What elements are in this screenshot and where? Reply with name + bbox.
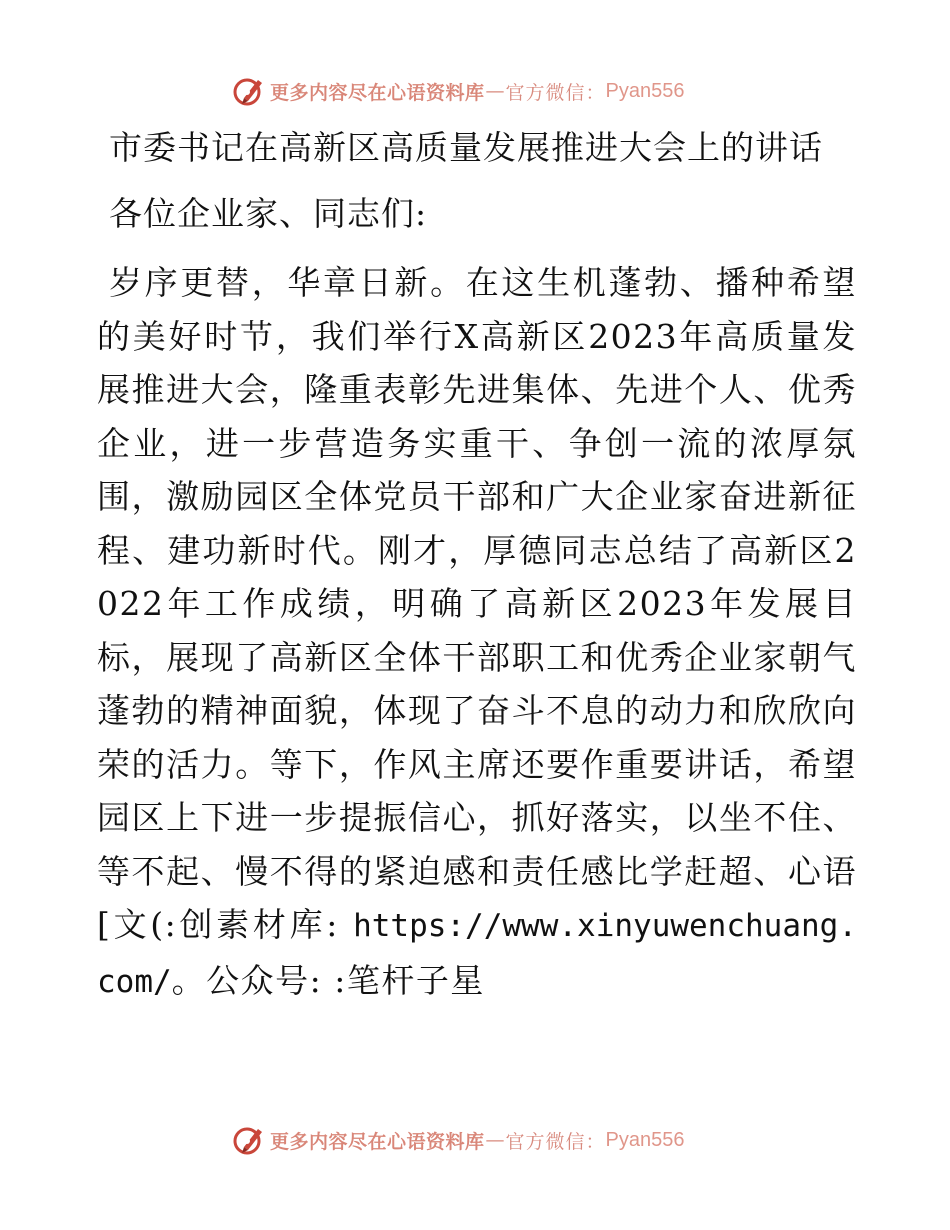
separator-dash: —: [485, 80, 505, 102]
separator-dash: —: [485, 1129, 505, 1151]
footer-watermark: [232, 1120, 685, 1160]
pen-nib-circle-icon: [232, 74, 266, 108]
site-name: 更多内容尽在心语资料库: [270, 1130, 485, 1153]
document-body: [97, 122, 857, 1009]
paragraph-text: 岁序更替，华章日新。在这生机蓬勃、播种希望的美好时节，我们举行X高新区2023年高质量发展推进大会，隆重表彰先进集体、先进个人、优秀企业，进一步营造务实重干、争创一流的浓厚氛围，激励园区全体党员干部和广大企业家奋进新征程、建功新时代。刚才，厚德同志总结了高新区2022年工作成绩，明确了高新区2023年发展目标，展现了高新区全体干部职工和优秀企业家朝气蓬勃的精神面貌，体现了奋斗不息的动力和欣欣向荣的活力。等下，作风主席还要作重要讲话，希望园区上下进一步提振信心，抓好落实，以坐不住、等不起、慢不得的紧迫感和责任感比学赶超、心语[文(:创素材库:: [97, 263, 857, 944]
wechat-id: Pyan556: [605, 79, 685, 102]
paragraph-tail: 。公众号: :笔杆子星: [171, 960, 485, 1000]
greeting: 各位企业家、同志们:: [109, 194, 428, 233]
wechat-label: 官方微信：: [505, 1130, 606, 1153]
website-link[interactable]: https://www.xinyuwenchuang.com/: [97, 908, 857, 1000]
wechat-label: 官方微信：: [505, 81, 606, 104]
header-watermark: [232, 71, 685, 111]
main-paragraph: [97, 256, 857, 1009]
document-title: 市委书记在高新区高质量发展推进大会上的讲话: [109, 128, 823, 167]
pen-nib-circle-icon: [232, 1123, 266, 1157]
site-name: 更多内容尽在心语资料库: [270, 81, 485, 104]
wechat-id: Pyan556: [605, 1128, 685, 1151]
